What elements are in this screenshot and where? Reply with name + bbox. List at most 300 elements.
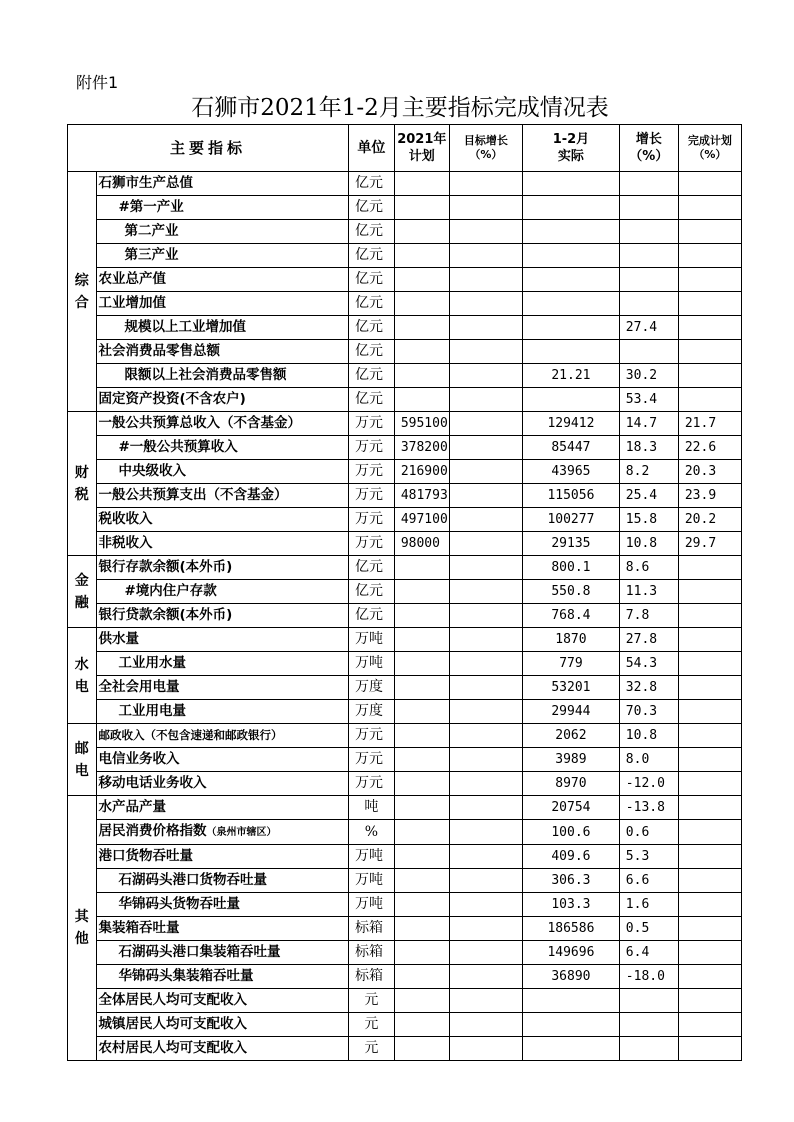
row-unit: 万元 — [349, 748, 395, 772]
row-unit: 亿元 — [349, 556, 395, 580]
row-completion: 21.7 — [678, 412, 741, 436]
row-target — [449, 604, 522, 628]
row-actual — [523, 1037, 620, 1061]
row-completion — [678, 652, 741, 676]
header-target-line1: 目标增长 — [463, 134, 508, 147]
row-completion: 23.9 — [678, 484, 741, 508]
row-unit: 万元 — [349, 484, 395, 508]
row-target — [449, 556, 522, 580]
row-growth: 0.6 — [619, 820, 678, 845]
table-row — [68, 604, 742, 628]
row-plan: 595100 — [394, 412, 449, 436]
table-row — [68, 244, 742, 268]
row-actual: 53201 — [523, 676, 620, 700]
row-unit: 亿元 — [349, 364, 395, 388]
row-completion: 20.2 — [678, 508, 741, 532]
row-unit: 万元 — [349, 532, 395, 556]
row-unit: 万吨 — [349, 893, 395, 917]
row-plan — [394, 820, 449, 845]
row-target — [449, 460, 522, 484]
row-completion — [678, 388, 741, 412]
row-unit: 亿元 — [349, 340, 395, 364]
row-unit: 万元 — [349, 508, 395, 532]
row-growth: 8.6 — [619, 556, 678, 580]
row-plan: 497100 — [394, 508, 449, 532]
row-name: 邮政收入（不包含速递和邮政银行） — [96, 724, 349, 748]
row-growth: 15.8 — [619, 508, 678, 532]
row-plan — [394, 292, 449, 316]
row-name: 石湖码头港口货物吞吐量 — [96, 869, 349, 893]
row-completion — [678, 700, 741, 724]
row-growth: 7.8 — [619, 604, 678, 628]
row-plan — [394, 172, 449, 196]
row-growth — [619, 292, 678, 316]
row-target — [449, 388, 522, 412]
row-actual: 29135 — [523, 532, 620, 556]
row-name: 集装箱吞吐量 — [96, 917, 349, 941]
row-completion — [678, 724, 741, 748]
row-name: 工业用电量 — [96, 700, 349, 724]
row-growth: 27.8 — [619, 628, 678, 652]
row-completion — [678, 364, 741, 388]
header-actual-line1: 1-2月 — [552, 132, 590, 147]
row-actual — [523, 172, 620, 196]
row-plan — [394, 724, 449, 748]
row-unit: 万元 — [349, 724, 395, 748]
table-row — [68, 796, 742, 820]
row-growth: 10.8 — [619, 532, 678, 556]
table-row — [68, 268, 742, 292]
row-name: 城镇居民人均可支配收入 — [96, 1013, 349, 1037]
table-row — [68, 484, 742, 508]
row-name: 社会消费品零售总额 — [96, 340, 349, 364]
row-growth: 53.4 — [619, 388, 678, 412]
row-completion: 29.7 — [678, 532, 741, 556]
row-target — [449, 628, 522, 652]
row-completion — [678, 917, 741, 941]
row-actual — [523, 388, 620, 412]
row-completion — [678, 893, 741, 917]
row-completion — [678, 965, 741, 989]
row-completion — [678, 1037, 741, 1061]
header-completion — [678, 125, 741, 172]
row-target — [449, 1013, 522, 1037]
table-row — [68, 965, 742, 989]
row-target — [449, 244, 522, 268]
row-unit: 万吨 — [349, 869, 395, 893]
row-name: #一般公共预算收入 — [96, 436, 349, 460]
category-zonghe: 综合 — [68, 172, 97, 412]
row-actual — [523, 1013, 620, 1037]
row-growth: 54.3 — [619, 652, 678, 676]
row-completion — [678, 268, 741, 292]
header-plan-line1: 2021年 — [397, 132, 447, 147]
row-growth: 30.2 — [619, 364, 678, 388]
table-row — [68, 172, 742, 196]
header-actual-line2: 实际 — [557, 149, 584, 164]
row-name: 中央级收入 — [96, 460, 349, 484]
row-unit: 万元 — [349, 772, 395, 796]
row-unit: 亿元 — [349, 196, 395, 220]
row-completion: 22.6 — [678, 436, 741, 460]
row-name: 港口货物吞吐量 — [96, 845, 349, 869]
row-plan — [394, 244, 449, 268]
row-name: 移动电话业务收入 — [96, 772, 349, 796]
table-row — [68, 364, 742, 388]
header-completion-line1: 完成计划 — [687, 134, 732, 147]
row-growth — [619, 220, 678, 244]
row-name: 石湖码头港口集装箱吞吐量 — [96, 941, 349, 965]
header-actual — [523, 125, 620, 172]
row-target — [449, 893, 522, 917]
row-unit: 亿元 — [349, 316, 395, 340]
row-target — [449, 220, 522, 244]
row-unit: 万吨 — [349, 845, 395, 869]
row-target — [449, 796, 522, 820]
table-row — [68, 292, 742, 316]
row-plan — [394, 676, 449, 700]
row-plan — [394, 941, 449, 965]
row-plan — [394, 220, 449, 244]
row-target — [449, 412, 522, 436]
row-unit: 亿元 — [349, 292, 395, 316]
row-target — [449, 941, 522, 965]
row-plan — [394, 1013, 449, 1037]
row-target — [449, 965, 522, 989]
row-completion — [678, 820, 741, 845]
row-completion — [678, 220, 741, 244]
row-name: 华锦码头集装箱吞吐量 — [96, 965, 349, 989]
row-target — [449, 508, 522, 532]
row-name: 一般公共预算支出（不含基金） — [96, 484, 349, 508]
row-growth — [619, 172, 678, 196]
row-unit: 万元 — [349, 412, 395, 436]
table-row — [68, 628, 742, 652]
row-completion — [678, 772, 741, 796]
row-actual: 149696 — [523, 941, 620, 965]
row-plan — [394, 893, 449, 917]
row-actual — [523, 292, 620, 316]
row-completion — [678, 748, 741, 772]
row-completion — [678, 292, 741, 316]
table-row — [68, 196, 742, 220]
row-actual: 800.1 — [523, 556, 620, 580]
row-name-cpi — [96, 820, 349, 845]
row-growth — [619, 1013, 678, 1037]
row-unit: 万元 — [349, 436, 395, 460]
table-row — [68, 652, 742, 676]
category-qita: 其他 — [68, 796, 97, 1061]
row-completion — [678, 244, 741, 268]
row-completion — [678, 604, 741, 628]
row-target — [449, 869, 522, 893]
row-actual: 3989 — [523, 748, 620, 772]
row-growth: 8.0 — [619, 748, 678, 772]
row-actual: 85447 — [523, 436, 620, 460]
row-unit: % — [349, 820, 395, 845]
row-actual: 2062 — [523, 724, 620, 748]
header-plan — [394, 125, 449, 172]
row-unit: 标箱 — [349, 965, 395, 989]
row-target — [449, 845, 522, 869]
row-name: 农村居民人均可支配收入 — [96, 1037, 349, 1061]
row-plan — [394, 1037, 449, 1061]
row-target — [449, 292, 522, 316]
row-growth: 11.3 — [619, 580, 678, 604]
row-name-text: 居民消费价格指数 — [98, 823, 207, 839]
row-growth — [619, 244, 678, 268]
row-actual: 306.3 — [523, 869, 620, 893]
header-growth — [619, 125, 678, 172]
row-unit: 亿元 — [349, 580, 395, 604]
row-growth: 32.8 — [619, 676, 678, 700]
row-name: 第三产业 — [96, 244, 349, 268]
table-row — [68, 893, 742, 917]
row-plan — [394, 340, 449, 364]
row-actual: 409.6 — [523, 845, 620, 869]
row-actual — [523, 196, 620, 220]
row-actual — [523, 989, 620, 1013]
row-completion: 20.3 — [678, 460, 741, 484]
row-target — [449, 340, 522, 364]
row-name: 农业总产值 — [96, 268, 349, 292]
row-actual — [523, 244, 620, 268]
row-target — [449, 196, 522, 220]
row-actual: 186586 — [523, 917, 620, 941]
row-actual: 115056 — [523, 484, 620, 508]
row-name: 税收收入 — [96, 508, 349, 532]
table-row — [68, 412, 742, 436]
row-plan — [394, 652, 449, 676]
table-row — [68, 748, 742, 772]
row-plan — [394, 796, 449, 820]
header-growth-line1: 增长 — [635, 132, 662, 147]
row-growth: 1.6 — [619, 893, 678, 917]
row-actual: 103.3 — [523, 893, 620, 917]
header-growth-line2: （%） — [629, 149, 669, 164]
category-youdian: 邮电 — [68, 724, 97, 796]
row-completion — [678, 628, 741, 652]
row-completion — [678, 1013, 741, 1037]
row-actual: 29944 — [523, 700, 620, 724]
row-completion — [678, 845, 741, 869]
table-row — [68, 436, 742, 460]
header-indicator: 主要指标 — [68, 125, 349, 172]
row-actual: 8970 — [523, 772, 620, 796]
row-target — [449, 268, 522, 292]
row-unit: 亿元 — [349, 388, 395, 412]
row-name: 一般公共预算总收入（不含基金） — [96, 412, 349, 436]
row-unit: 万吨 — [349, 652, 395, 676]
row-growth — [619, 340, 678, 364]
row-plan — [394, 580, 449, 604]
row-name: 华锦码头货物吞吐量 — [96, 893, 349, 917]
row-name: 限额以上社会消费品零售额 — [96, 364, 349, 388]
row-plan — [394, 364, 449, 388]
row-growth: 70.3 — [619, 700, 678, 724]
table-row — [68, 388, 742, 412]
row-completion — [678, 316, 741, 340]
table-row — [68, 917, 742, 941]
row-name: 水产品产量 — [96, 796, 349, 820]
row-growth: 8.2 — [619, 460, 678, 484]
row-target — [449, 364, 522, 388]
row-completion — [678, 941, 741, 965]
header-target-line2: （%） — [469, 148, 503, 161]
table-row — [68, 700, 742, 724]
row-name: 规模以上工业增加值 — [96, 316, 349, 340]
row-plan — [394, 316, 449, 340]
category-jinrong: 金融 — [68, 556, 97, 628]
header-completion-line2: （%） — [693, 148, 727, 161]
row-unit: 亿元 — [349, 604, 395, 628]
row-plan — [394, 388, 449, 412]
row-name: 供水量 — [96, 628, 349, 652]
table-row — [68, 220, 742, 244]
row-actual — [523, 340, 620, 364]
table-row — [68, 941, 742, 965]
row-growth: 25.4 — [619, 484, 678, 508]
row-name: 全社会用电量 — [96, 676, 349, 700]
row-unit: 万吨 — [349, 628, 395, 652]
table-row — [68, 724, 742, 748]
row-actual — [523, 268, 620, 292]
header-unit: 单位 — [349, 125, 395, 172]
table-row — [68, 460, 742, 484]
row-completion — [678, 869, 741, 893]
row-growth: 14.7 — [619, 412, 678, 436]
row-plan — [394, 748, 449, 772]
row-growth: 6.6 — [619, 869, 678, 893]
row-growth: -13.8 — [619, 796, 678, 820]
row-plan — [394, 604, 449, 628]
row-growth: 0.5 — [619, 917, 678, 941]
page-title: 石狮市2021年1-2月主要指标完成情况表 — [191, 95, 609, 121]
row-actual — [523, 316, 620, 340]
row-target — [449, 532, 522, 556]
header-plan-line2: 计划 — [408, 149, 435, 164]
row-name: 银行存款余额(本外币) — [96, 556, 349, 580]
row-plan — [394, 989, 449, 1013]
row-unit: 元 — [349, 989, 395, 1013]
row-name: 固定资产投资(不含农户) — [96, 388, 349, 412]
row-target — [449, 700, 522, 724]
table-row — [68, 869, 742, 893]
row-name: #第一产业 — [96, 196, 349, 220]
table-row — [68, 580, 742, 604]
row-unit: 标箱 — [349, 917, 395, 941]
row-unit: 万度 — [349, 700, 395, 724]
row-plan — [394, 196, 449, 220]
row-plan — [394, 917, 449, 941]
row-actual — [523, 220, 620, 244]
row-target — [449, 484, 522, 508]
row-target — [449, 917, 522, 941]
row-actual: 100.6 — [523, 820, 620, 845]
row-name: 全体居民人均可支配收入 — [96, 989, 349, 1013]
row-plan: 378200 — [394, 436, 449, 460]
row-plan: 216900 — [394, 460, 449, 484]
row-actual: 100277 — [523, 508, 620, 532]
row-name: 工业用水量 — [96, 652, 349, 676]
row-growth: -12.0 — [619, 772, 678, 796]
table-row — [68, 532, 742, 556]
row-target — [449, 748, 522, 772]
row-actual: 550.8 — [523, 580, 620, 604]
row-unit: 吨 — [349, 796, 395, 820]
table-row — [68, 820, 742, 845]
row-unit: 亿元 — [349, 244, 395, 268]
table-row — [68, 989, 742, 1013]
row-completion — [678, 796, 741, 820]
row-growth: 6.4 — [619, 941, 678, 965]
row-completion — [678, 989, 741, 1013]
row-target — [449, 316, 522, 340]
row-name-note: （泉州市辖区） — [206, 827, 277, 838]
row-actual: 779 — [523, 652, 620, 676]
row-growth: 5.3 — [619, 845, 678, 869]
row-target — [449, 989, 522, 1013]
row-actual: 1870 — [523, 628, 620, 652]
row-actual: 768.4 — [523, 604, 620, 628]
row-unit: 万元 — [349, 460, 395, 484]
table-row — [68, 772, 742, 796]
row-target — [449, 580, 522, 604]
row-completion — [678, 676, 741, 700]
attachment-label: 附件1 — [76, 73, 119, 92]
row-unit: 元 — [349, 1013, 395, 1037]
row-actual: 21.21 — [523, 364, 620, 388]
row-unit: 标箱 — [349, 941, 395, 965]
row-plan — [394, 628, 449, 652]
row-target — [449, 724, 522, 748]
table-row — [68, 556, 742, 580]
row-name: 电信业务收入 — [96, 748, 349, 772]
row-actual: 43965 — [523, 460, 620, 484]
row-growth: 10.8 — [619, 724, 678, 748]
row-target — [449, 436, 522, 460]
row-target — [449, 1037, 522, 1061]
table-header-row — [68, 125, 742, 172]
row-growth: 27.4 — [619, 316, 678, 340]
row-unit: 亿元 — [349, 268, 395, 292]
row-unit: 元 — [349, 1037, 395, 1061]
row-completion — [678, 340, 741, 364]
category-shuidian: 水电 — [68, 628, 97, 724]
row-completion — [678, 580, 741, 604]
row-name: 石狮市生产总值 — [96, 172, 349, 196]
row-plan — [394, 772, 449, 796]
row-unit: 亿元 — [349, 220, 395, 244]
row-target — [449, 820, 522, 845]
row-actual: 20754 — [523, 796, 620, 820]
row-actual: 36890 — [523, 965, 620, 989]
row-name: #境内住户存款 — [96, 580, 349, 604]
table-row — [68, 316, 742, 340]
row-unit: 万度 — [349, 676, 395, 700]
table-row — [68, 676, 742, 700]
row-completion — [678, 556, 741, 580]
table-row — [68, 340, 742, 364]
row-plan: 481793 — [394, 484, 449, 508]
row-unit: 亿元 — [349, 172, 395, 196]
row-completion — [678, 196, 741, 220]
row-name: 工业增加值 — [96, 292, 349, 316]
table-row — [68, 1013, 742, 1037]
indicator-table — [67, 124, 742, 1061]
row-plan — [394, 700, 449, 724]
row-name: 第二产业 — [96, 220, 349, 244]
